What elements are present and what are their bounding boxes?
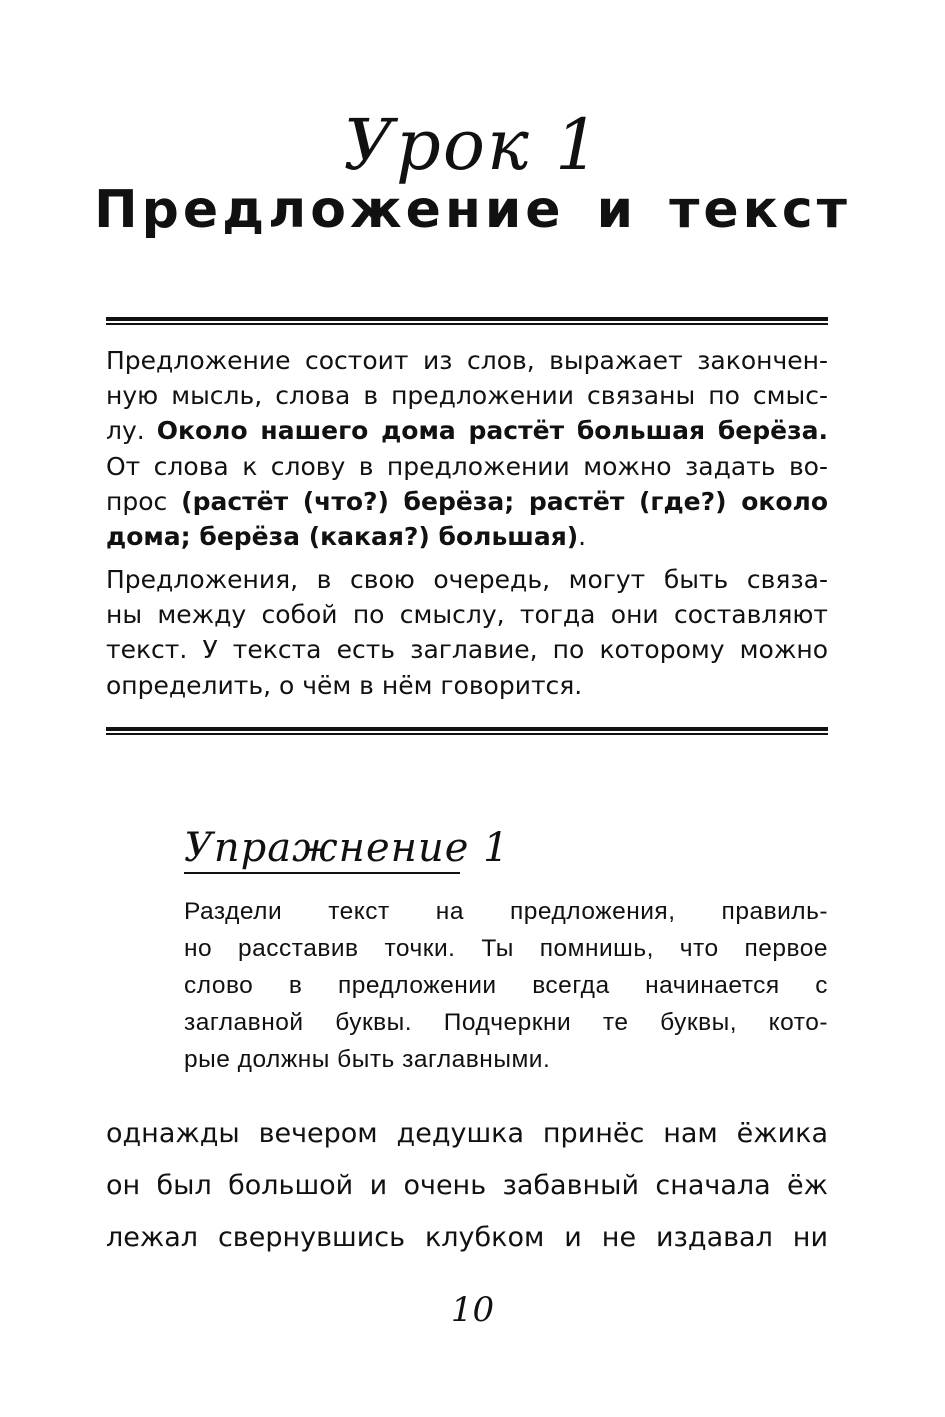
exercise-heading-underline [184,872,460,874]
top-double-rule [106,317,828,326]
rule-line: Предложение состоит из слов, выражает закончен- [106,346,828,375]
rule-line: текст. У текста есть заглавие, по которому можно [106,635,828,665]
lesson-number: Урок 1 [343,104,602,186]
task-line: Раздели текст на предложения, правиль- [184,898,828,925]
exercise-task [184,893,828,1078]
example-questions: дома; берёза (какая?) большая) [106,521,579,551]
exercise-text-line: лежал свернувшись клубком и не издавал ни [106,1222,828,1253]
lesson-title: Предложение и текст [94,180,851,240]
rule-paragraph-2 [106,562,828,703]
task-line: заглавной буквы. Подчеркни те буквы, кото- [184,1009,828,1036]
rule-line [106,484,828,519]
rule-line [106,519,828,554]
example-questions: (растёт (что?) берёза; растёт (где?) около [181,486,829,516]
page-number: 10 [450,1290,495,1330]
task-line: но расставив точки. Ты помнишь, что первое [184,935,828,962]
task-line: слово в предложении всегда начинается с [184,972,828,999]
rule-text: лу. [106,416,145,446]
bottom-double-rule [106,727,828,736]
task-line: рые должны быть заглавными. [184,1046,551,1073]
rule-line: ны между собой по смыслу, тогда они составляют [106,600,828,630]
rule-line [106,413,828,448]
rule-text: . [578,521,587,551]
exercise-text [106,1108,828,1264]
exercise-text-line: он был большой и очень забавный сначала ёж [106,1170,828,1201]
rule-line: ную мысль, слова в предложении связаны по смыс- [106,381,828,411]
rule-line: Предложения, в свою очередь, могут быть связа- [106,565,828,594]
exercise-text-line: однажды вечером дедушка принёс нам ёжика [106,1118,828,1149]
example-sentence: Около нашего дома растёт большая берёза. [156,416,828,446]
exercise-heading: Упражнение 1 [184,825,510,871]
rule-text: прос [106,486,168,516]
rule-line: определить, о чём в нём говорится. [106,670,583,700]
rule-line: От слова к слову в предложении можно задать во- [106,451,828,481]
rule-paragraph-1 [106,343,828,554]
